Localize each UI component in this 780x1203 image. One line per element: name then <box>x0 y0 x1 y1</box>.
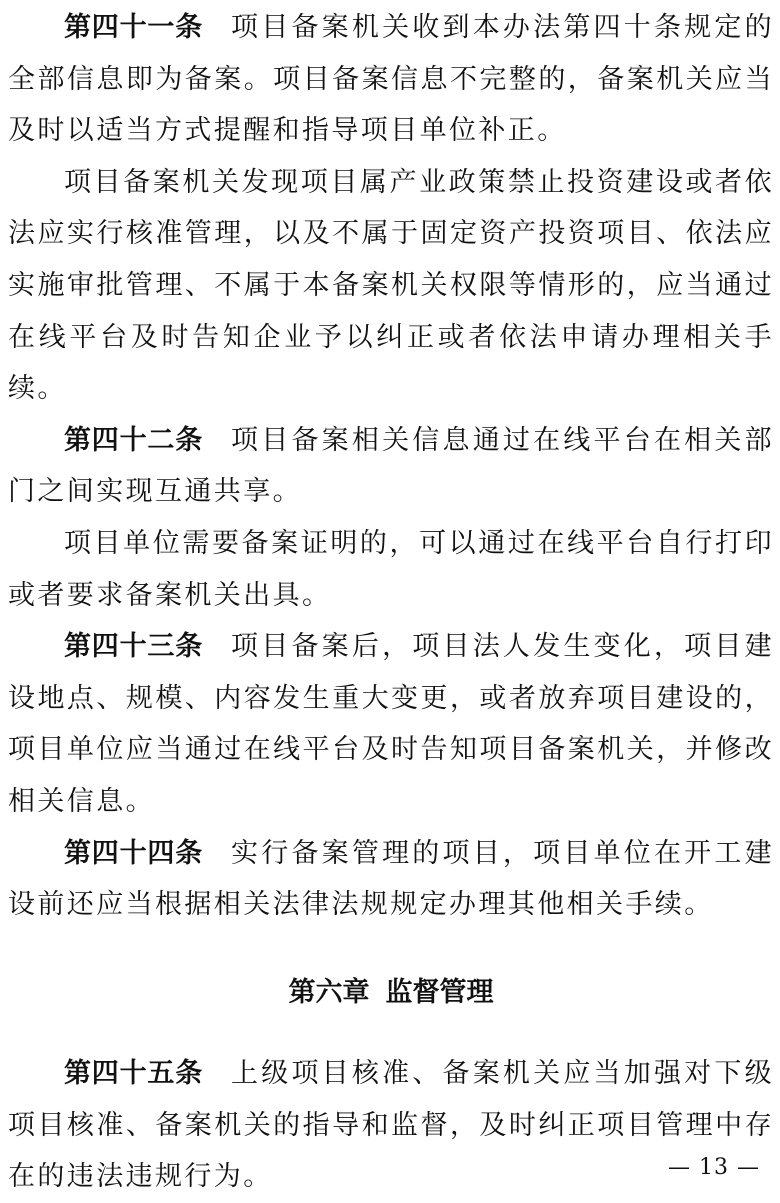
article-42 <box>8 415 774 518</box>
page-number: — 13 — <box>668 1155 760 1180</box>
article-number: 第四十三条 <box>64 631 204 663</box>
article-number: 第四十四条 <box>64 837 204 869</box>
article-text: 实行备案管理的项目，项目单位在开工建设前还应当根据相关法律法规规定办理其他相关手续。 <box>8 837 774 921</box>
article-number: 第四十五条 <box>64 1058 204 1090</box>
article-text: 项目备案后，项目法人发生变化，项目建设地点、规模、内容发生重大变更，或者放弃项目建设的，项目单位应当通过在线平台及时告知项目备案机关，并修改相关信息。 <box>8 631 774 817</box>
article-41 <box>8 2 774 157</box>
article-text: 项目备案机关收到本办法第四十条规定的全部信息即为备案。项目备案信息不完整的，备案机关应当及时以适当方式提醒和指导项目单位补正。 <box>8 12 774 147</box>
article-44 <box>8 828 774 931</box>
paragraph: 项目备案机关发现项目属产业政策禁止投资建设或者依法应实行核准管理，以及不属于固定资产投资项目、依法应实施审批管理、不属于本备案机关权限等情形的，应当通过在线平台及时告知企业予以纠正或者依法申请办理相关手续。 <box>8 166 774 405</box>
article-number: 第四十一条 <box>64 12 204 43</box>
document-body <box>8 2 774 1203</box>
chapter-heading <box>8 967 774 1019</box>
chapter-number: 第六章 <box>288 976 370 1008</box>
article-45 <box>8 1048 774 1203</box>
article-text: 上级项目核准、备案机关应当加强对下级项目核准、备案机关的指导和监督，及时纠正项目管理中存在的违法违规行为。 <box>8 1058 774 1193</box>
article-text: 项目备案相关信息通过在线平台在相关部门之间实现互通共享。 <box>8 424 774 508</box>
article-43 <box>8 621 774 827</box>
chapter-title: 监督管理 <box>385 976 494 1008</box>
paragraph: 项目单位需要备案证明的，可以通过在线平台自行打印或者要求备案机关出具。 <box>8 527 774 611</box>
article-number: 第四十二条 <box>64 424 204 456</box>
